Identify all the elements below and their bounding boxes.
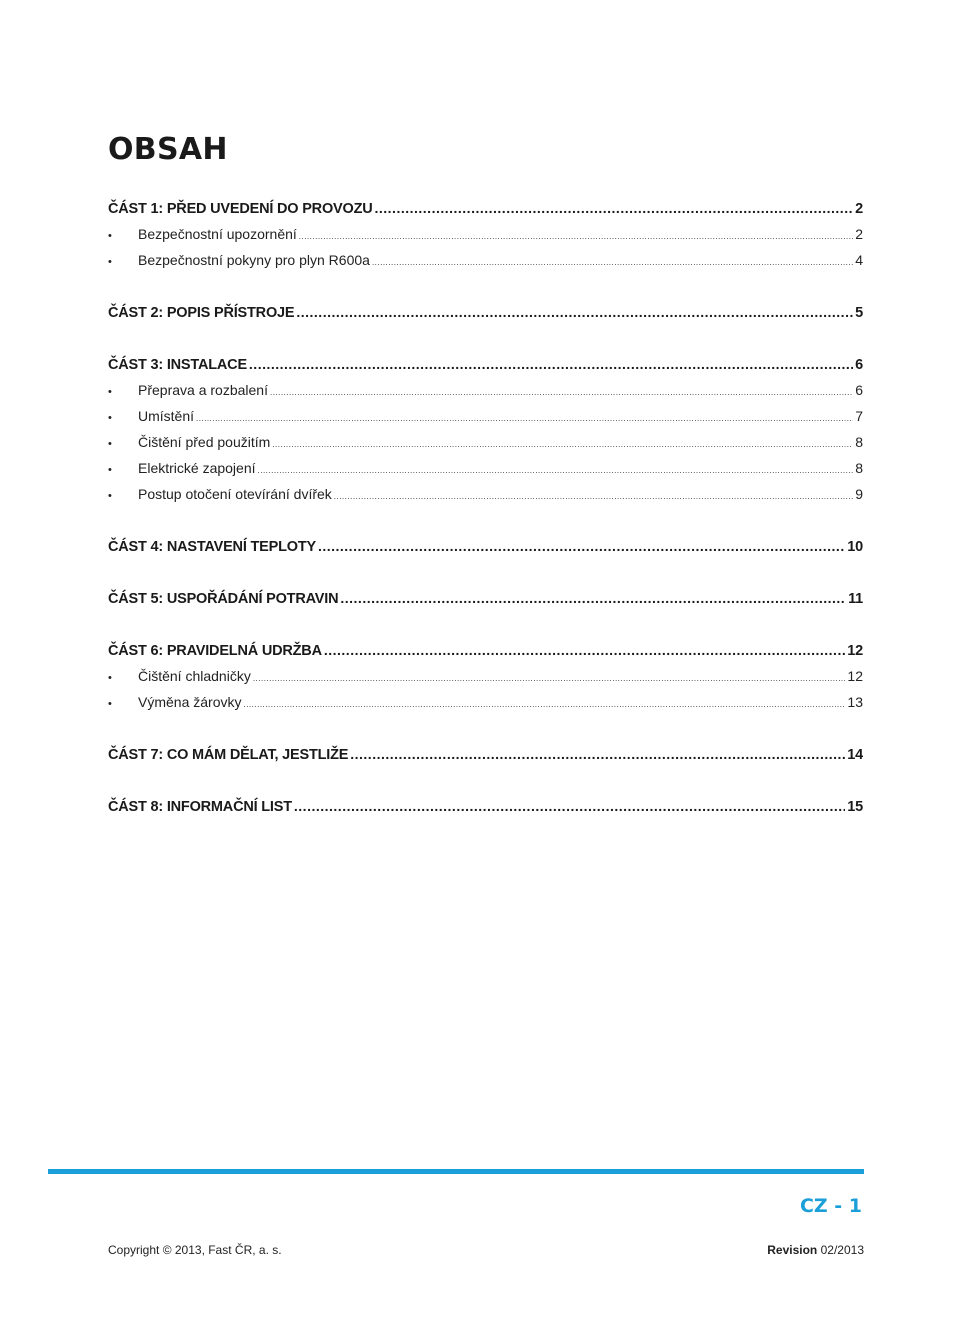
- toc-item-page: 12: [847, 668, 863, 684]
- toc-section: [108, 741, 863, 767]
- dot-leader: [324, 637, 845, 663]
- toc-item-page: 13: [847, 694, 863, 710]
- toc-item-label: Čištění chladničky: [138, 668, 251, 684]
- toc-item-label: Čištění před použitím: [138, 434, 271, 450]
- toc-section: [108, 585, 863, 611]
- toc-item-label: Postup otočení otevírání dvířek: [138, 486, 332, 502]
- toc-heading-page: 6: [855, 357, 863, 373]
- toc-heading-label: ČÁST 1: PŘED UVEDENÍ DO PROVOZU: [108, 201, 373, 217]
- dot-leader: [375, 195, 854, 221]
- toc-heading-row[interactable]: [108, 351, 863, 377]
- toc-heading-row[interactable]: [108, 585, 863, 611]
- revision-value: 02/2013: [820, 1243, 864, 1257]
- revision-label: Revision: [767, 1243, 818, 1257]
- bullet-icon: •: [108, 386, 112, 398]
- toc-item-page: 8: [855, 460, 863, 476]
- toc-heading-row[interactable]: [108, 195, 863, 221]
- revision-info: [767, 1243, 864, 1257]
- toc-item-page: 4: [855, 252, 863, 268]
- toc-item-label: Bezpečnostní upozornění: [138, 226, 297, 242]
- dot-leader: [299, 224, 853, 247]
- toc-item-page: 2: [855, 226, 863, 242]
- toc-heading-row[interactable]: [108, 533, 863, 559]
- bullet-icon: •: [108, 672, 112, 684]
- toc-heading-page: 10: [847, 539, 863, 555]
- bullet-icon: •: [108, 464, 112, 476]
- toc-heading-label: ČÁST 8: INFORMAČNÍ LIST: [108, 799, 292, 815]
- toc-item-row[interactable]: [108, 403, 863, 429]
- dot-leader: [270, 380, 853, 403]
- dot-leader: [372, 250, 853, 273]
- toc-heading-label: ČÁST 2: POPIS PŘÍSTROJE: [108, 305, 295, 321]
- toc-heading-page: 2: [855, 201, 863, 217]
- dot-leader: [249, 351, 853, 377]
- toc-heading-row[interactable]: [108, 793, 863, 819]
- toc-heading-row[interactable]: [108, 637, 863, 663]
- dot-leader: [340, 585, 846, 611]
- dot-leader: [294, 793, 845, 819]
- toc-item-page: 6: [855, 382, 863, 398]
- toc-heading-label: ČÁST 5: USPOŘÁDÁNÍ POTRAVIN: [108, 591, 339, 607]
- dot-leader: [296, 299, 853, 325]
- bullet-icon: •: [108, 698, 112, 710]
- toc-heading-page: 15: [847, 799, 863, 815]
- toc-section: [108, 533, 863, 559]
- toc-heading-page: 12: [847, 643, 863, 659]
- toc-item-row[interactable]: [108, 455, 863, 481]
- toc-item-label: Bezpečnostní pokyny pro plyn R600a: [138, 252, 370, 268]
- toc-item-row[interactable]: [108, 221, 863, 247]
- toc-item-row[interactable]: [108, 247, 863, 273]
- toc-section: [108, 299, 863, 325]
- toc-item-row[interactable]: [108, 377, 863, 403]
- dot-leader: [350, 741, 845, 767]
- toc-section: [108, 195, 863, 273]
- bullet-icon: •: [108, 438, 112, 450]
- table-of-contents: [108, 195, 863, 845]
- toc-section: [108, 637, 863, 715]
- copyright-text: Copyright © 2013, Fast ČR, a. s.: [108, 1243, 282, 1257]
- bullet-icon: •: [108, 490, 112, 502]
- dot-leader: [196, 406, 853, 429]
- toc-section: [108, 793, 863, 819]
- toc-item-label: Umístění: [138, 408, 195, 424]
- toc-item-row[interactable]: [108, 429, 863, 455]
- toc-heading-page: 11: [848, 591, 863, 607]
- toc-heading-row[interactable]: [108, 741, 863, 767]
- toc-heading-row[interactable]: [108, 299, 863, 325]
- toc-item-label: Výměna žárovky: [138, 694, 242, 710]
- toc-heading-label: ČÁST 6: PRAVIDELNÁ UDRŽBA: [108, 643, 322, 659]
- dot-leader: [258, 458, 854, 481]
- toc-heading-page: 14: [847, 747, 863, 763]
- toc-item-row[interactable]: [108, 663, 863, 689]
- dot-leader: [243, 692, 845, 715]
- footer-divider: [48, 1169, 864, 1174]
- dot-leader: [272, 432, 853, 455]
- dot-leader: [253, 666, 846, 689]
- toc-section: [108, 351, 863, 507]
- toc-heading-page: 5: [855, 305, 863, 321]
- toc-heading-label: ČÁST 4: NASTAVENÍ TEPLOTY: [108, 539, 316, 555]
- toc-item-label: Elektrické zapojení: [138, 460, 256, 476]
- bullet-icon: •: [108, 412, 112, 424]
- bullet-icon: •: [108, 230, 112, 242]
- toc-heading-label: ČÁST 7: CO MÁM DĚLAT, JESTLIŽE: [108, 747, 349, 763]
- page-number: CZ - 1: [799, 1195, 862, 1217]
- toc-item-row[interactable]: [108, 689, 863, 715]
- bullet-icon: •: [108, 256, 112, 268]
- dot-leader: [318, 533, 845, 559]
- dot-leader: [334, 484, 853, 507]
- toc-item-page: 9: [855, 486, 863, 502]
- toc-item-page: 8: [855, 434, 863, 450]
- toc-item-label: Přeprava a rozbalení: [138, 382, 268, 398]
- toc-item-page: 7: [855, 408, 863, 424]
- toc-item-row[interactable]: [108, 481, 863, 507]
- toc-heading-label: ČÁST 3: INSTALACE: [108, 357, 247, 373]
- page-title: OBSAH: [108, 132, 228, 167]
